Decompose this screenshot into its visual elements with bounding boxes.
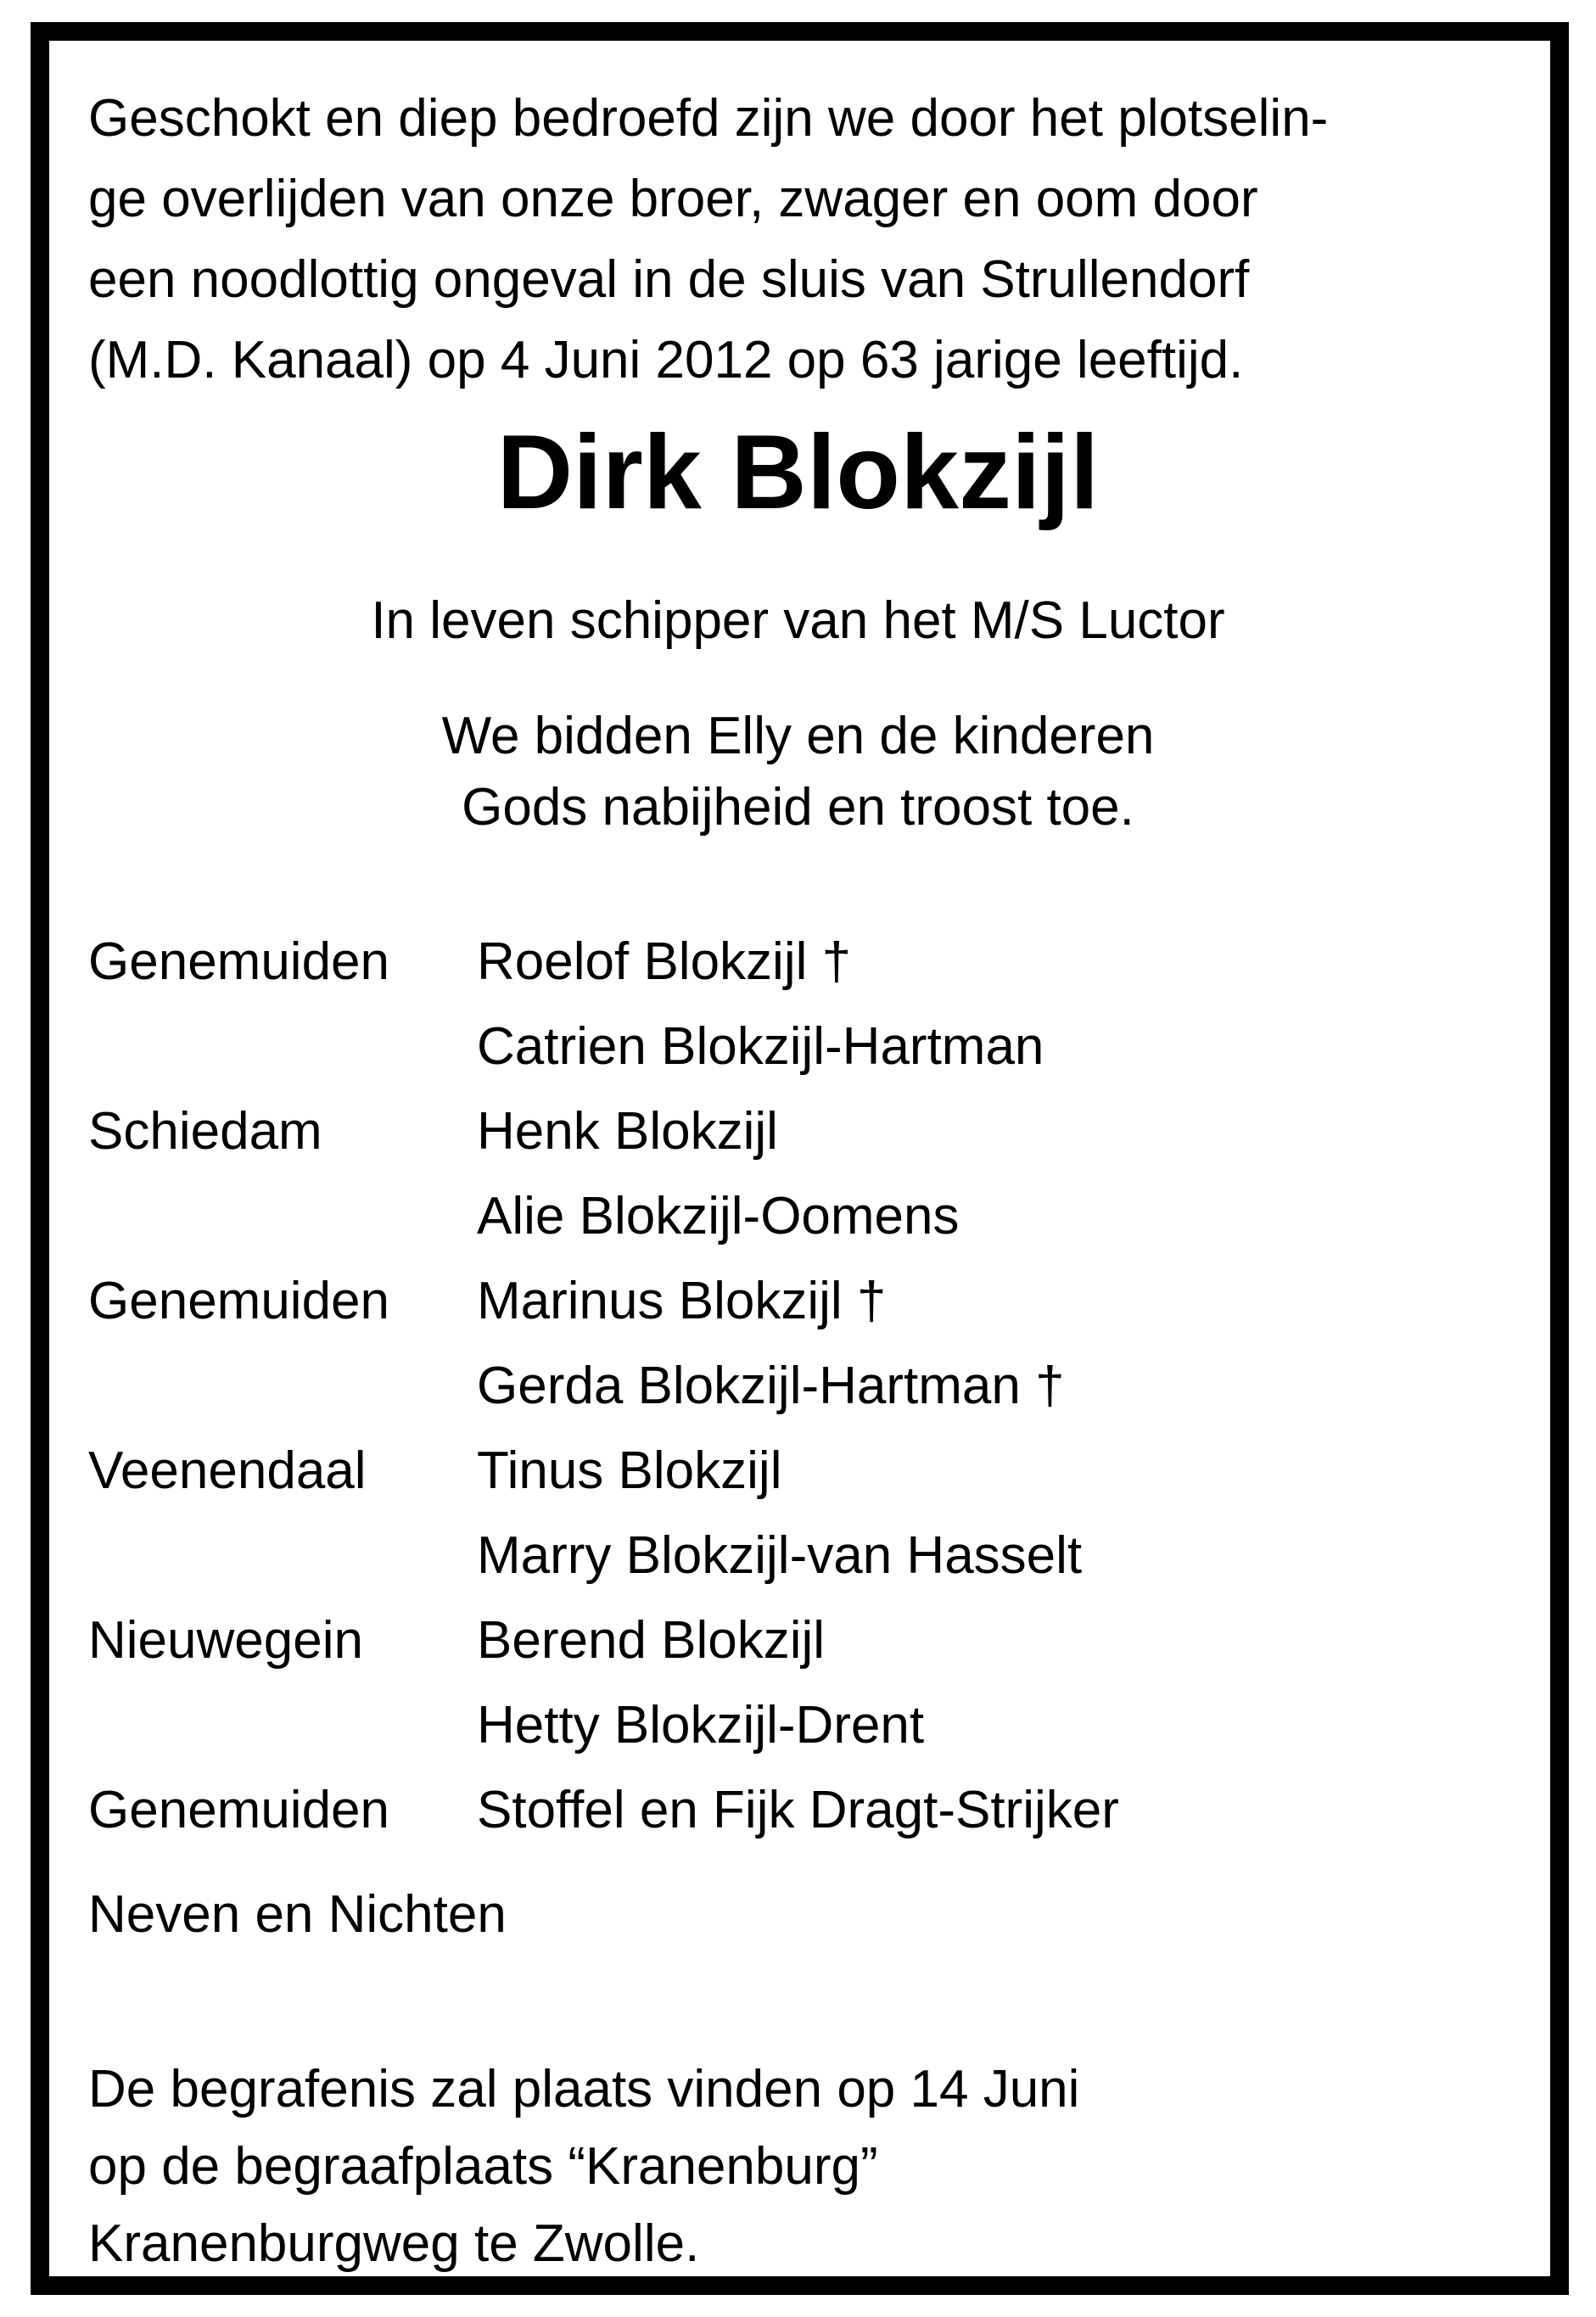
family-person: Gerda Blokzijl-Hartman †: [477, 1357, 1065, 1415]
occupation-line: In leven schipper van het M/S Luctor: [371, 591, 1225, 650]
family-place: Schiedam: [88, 1102, 322, 1161]
family-row: [88, 1005, 1531, 1089]
family-person: Marinus Blokzijl †: [477, 1272, 887, 1330]
family-person: Alie Blokzijl-Oomens: [477, 1187, 960, 1245]
family-row: [88, 920, 1531, 1005]
family-person: Roelof Blokzijl †: [477, 932, 852, 991]
family-person: Catrien Blokzijl-Hartman: [477, 1017, 1044, 1076]
family-row: [88, 1768, 1531, 1853]
intro-line: Geschokt en diep bedroefd zijn we door het plotselin-: [88, 89, 1329, 148]
family-person: Marry Blokzijl-van Hasselt: [477, 1526, 1083, 1585]
family-place: Veenendaal: [88, 1441, 367, 1500]
family-row: [88, 1683, 1531, 1768]
family-row: [88, 1514, 1531, 1598]
intro-line: ge overlijden van onze broer, zwager en oom door: [88, 170, 1258, 228]
neven-en-nichten: Neven en Nichten: [88, 1885, 507, 1944]
prayer-line-1: We bidden Elly en de kinderen: [441, 707, 1155, 765]
family-row: [88, 1598, 1531, 1683]
family-row: [88, 1089, 1531, 1174]
family-place: Genemuiden: [88, 932, 390, 991]
family-person: Tinus Blokzijl: [477, 1441, 782, 1500]
funeral-details: [88, 2051, 1079, 2282]
family-row: [88, 1174, 1531, 1259]
family-person: Berend Blokzijl: [477, 1611, 826, 1670]
funeral-line: De begrafenis zal plaats vinden op 14 Juni: [88, 2060, 1080, 2118]
funeral-line: Kranenburgweg te Zwolle.: [88, 2214, 700, 2273]
intro-line: een noodlottig ongeval in de sluis van Strullendorf: [88, 250, 1250, 309]
family-place: Genemuiden: [88, 1781, 390, 1839]
family-person: Henk Blokzijl: [477, 1102, 778, 1161]
family-person: Hetty Blokzijl-Drent: [477, 1696, 925, 1755]
family-place: Nieuwegein: [88, 1611, 363, 1670]
family-row: [88, 1344, 1531, 1429]
family-row: [88, 1429, 1531, 1514]
prayer-line-2: Gods nabijheid en troost toe.: [462, 778, 1134, 837]
funeral-line: op de begraafplaats “Kranenburg”: [88, 2137, 878, 2196]
family-row: [88, 1259, 1531, 1344]
intro-line: (M.D. Kanaal) op 4 Juni 2012 op 63 jarige leeftijd.: [88, 331, 1244, 389]
family-person: Stoffel en Fijk Dragt-Strijker: [477, 1781, 1119, 1839]
deceased-name: Dirk Blokzijl: [496, 414, 1100, 531]
family-place: Genemuiden: [88, 1272, 390, 1330]
intro-paragraph: [88, 78, 1531, 400]
family-list: [88, 920, 1531, 1853]
